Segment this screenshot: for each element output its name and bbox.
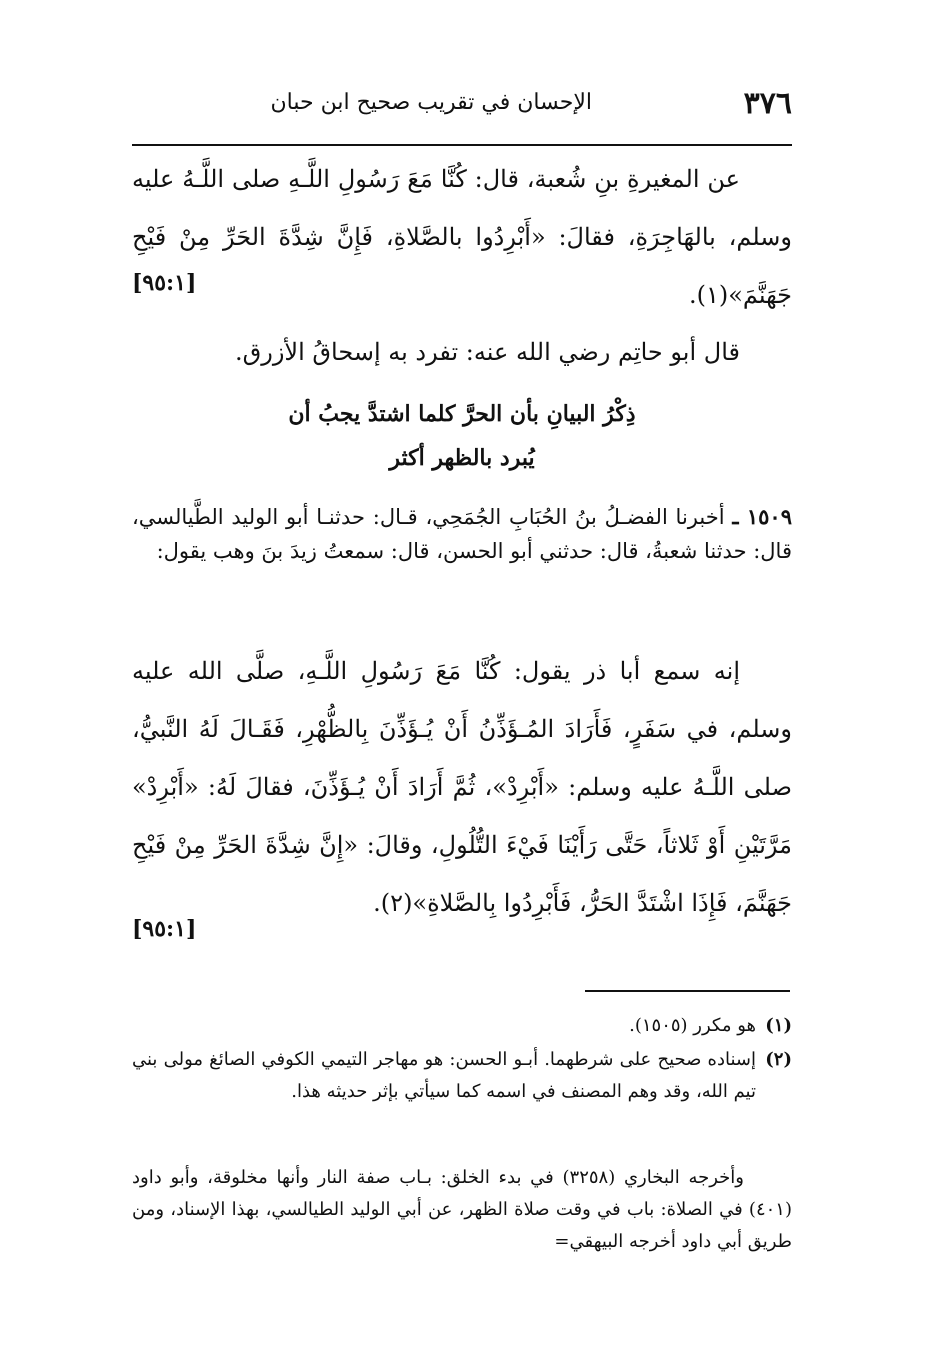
running-title: الإحسان في تقريب صحيح ابن حبان [270, 90, 592, 115]
page-header [132, 86, 792, 126]
footnote-2-text: إسناده صحيح على شرطهما. أبـو الحسن: هو مهاجر التيمي الكوفي الصائغ مولى بني تيم الله، وقد وهم المصنف في اسمه كما سيأتي بإثر حديثه هذا. [132, 1049, 756, 1102]
footnote-2-mark: (٢) [765, 1049, 792, 1070]
footnote-2-continuation: وأخرجه البخاري (٣٢٥٨) في بدء الخلق: بـاب صفة النار وأنها مخلوقة، وأبو داود (٤٠١) في الصلاة: باب في وقت صلاة الظهر، عن أبي الوليد الطيالسي، بهذا الإسناد، ومن طريق أبي داود أخرجه البيهقي= [132, 1167, 792, 1252]
hadith-isnad [132, 500, 792, 568]
hadith-matn: إنه سمع أبا ذر يقول: كُنَّا مَعَ رَسُولِ اللَّـهِ، صلَّى الله عليه وسلم، في سَفَرٍ، فَأَرَادَ المُـؤَذِّنُ أَنْ يُـؤَذِّنَ بِالظُّهْرِ، فَقَـالَ لَهُ النَّبيُّ، صلى اللَّـهُ عليه وسلم: «أَبْرِدْ»، ثُمَّ أَرَادَ أَنْ يُـؤَذِّنَ، فقالَ لَهُ: «أَبْرِدْ» مَرَّتَيْنِ أَوْ ثَلاثاً، حَتَّى رَأَيْنَا فَيْءَ التُّلُولِ، وقالَ: «إِنَّ شِدَّةَ الحَرِّ مِنْ فَيْحِ جَهَنَّمَ، فَإِذَا اشْتَدَّ الحَرُّ، فَأَبْرِدُوا بِالصَّلاةِ»(٢). [132, 657, 792, 917]
header-rule [132, 144, 792, 146]
author-note-text: قال أبو حاتِم رضي الله عنه: تفرد به إسحاقُ الأزرق. [235, 338, 740, 366]
hadith-number: ١٥٠٩ ـ [732, 504, 792, 529]
author-note [132, 338, 792, 366]
hadith-text-continued: عن المغيرةِ بنِ شُعبة، قال: كُنَّا مَعَ رَسُولِ اللَّـهِ صلى اللَّـهُ عليه وسلم، بالهَاجِرَةِ، فقالَ: «أَبْرِدُوا بالصَّلاةِ، فَإِنَّ شِدَّةَ الحَرِّ مِنْ فَيْحِ جَهَنَّمَ»(١). [132, 165, 792, 309]
footnote-1-text: هو مكرر (١٥٠٥). [629, 1015, 756, 1036]
section-heading [132, 392, 792, 480]
hadith-isnad-text: أخبرنا الفضـلُ بنُ الحُبَابِ الجُمَحِي، قـال: حدثنـا أبو الوليد الطَّيالسي، قال: حدثنا شعبةُ، قال: حدثني أبو الحسن، قال: سمعتُ زيدَ بنَ وهب يقول: [132, 505, 792, 563]
section-heading-line2: يُبرد بالظهر أكثر [389, 445, 535, 471]
footnote-1-mark: (١) [765, 1015, 792, 1036]
section-heading-line1: ذِكْرُ البيانِ بأن الحرَّ كلما اشتدَّ يجبُ أن [288, 401, 636, 427]
footnote-1 [132, 1010, 792, 1042]
reference-marker-2: [٩٥:١] [132, 916, 197, 942]
reference-marker: [٩٥:١] [132, 270, 197, 296]
footnote-2 [132, 1044, 792, 1108]
page-number: ٣٧٦ [743, 86, 792, 121]
footnote-rule [585, 990, 790, 992]
